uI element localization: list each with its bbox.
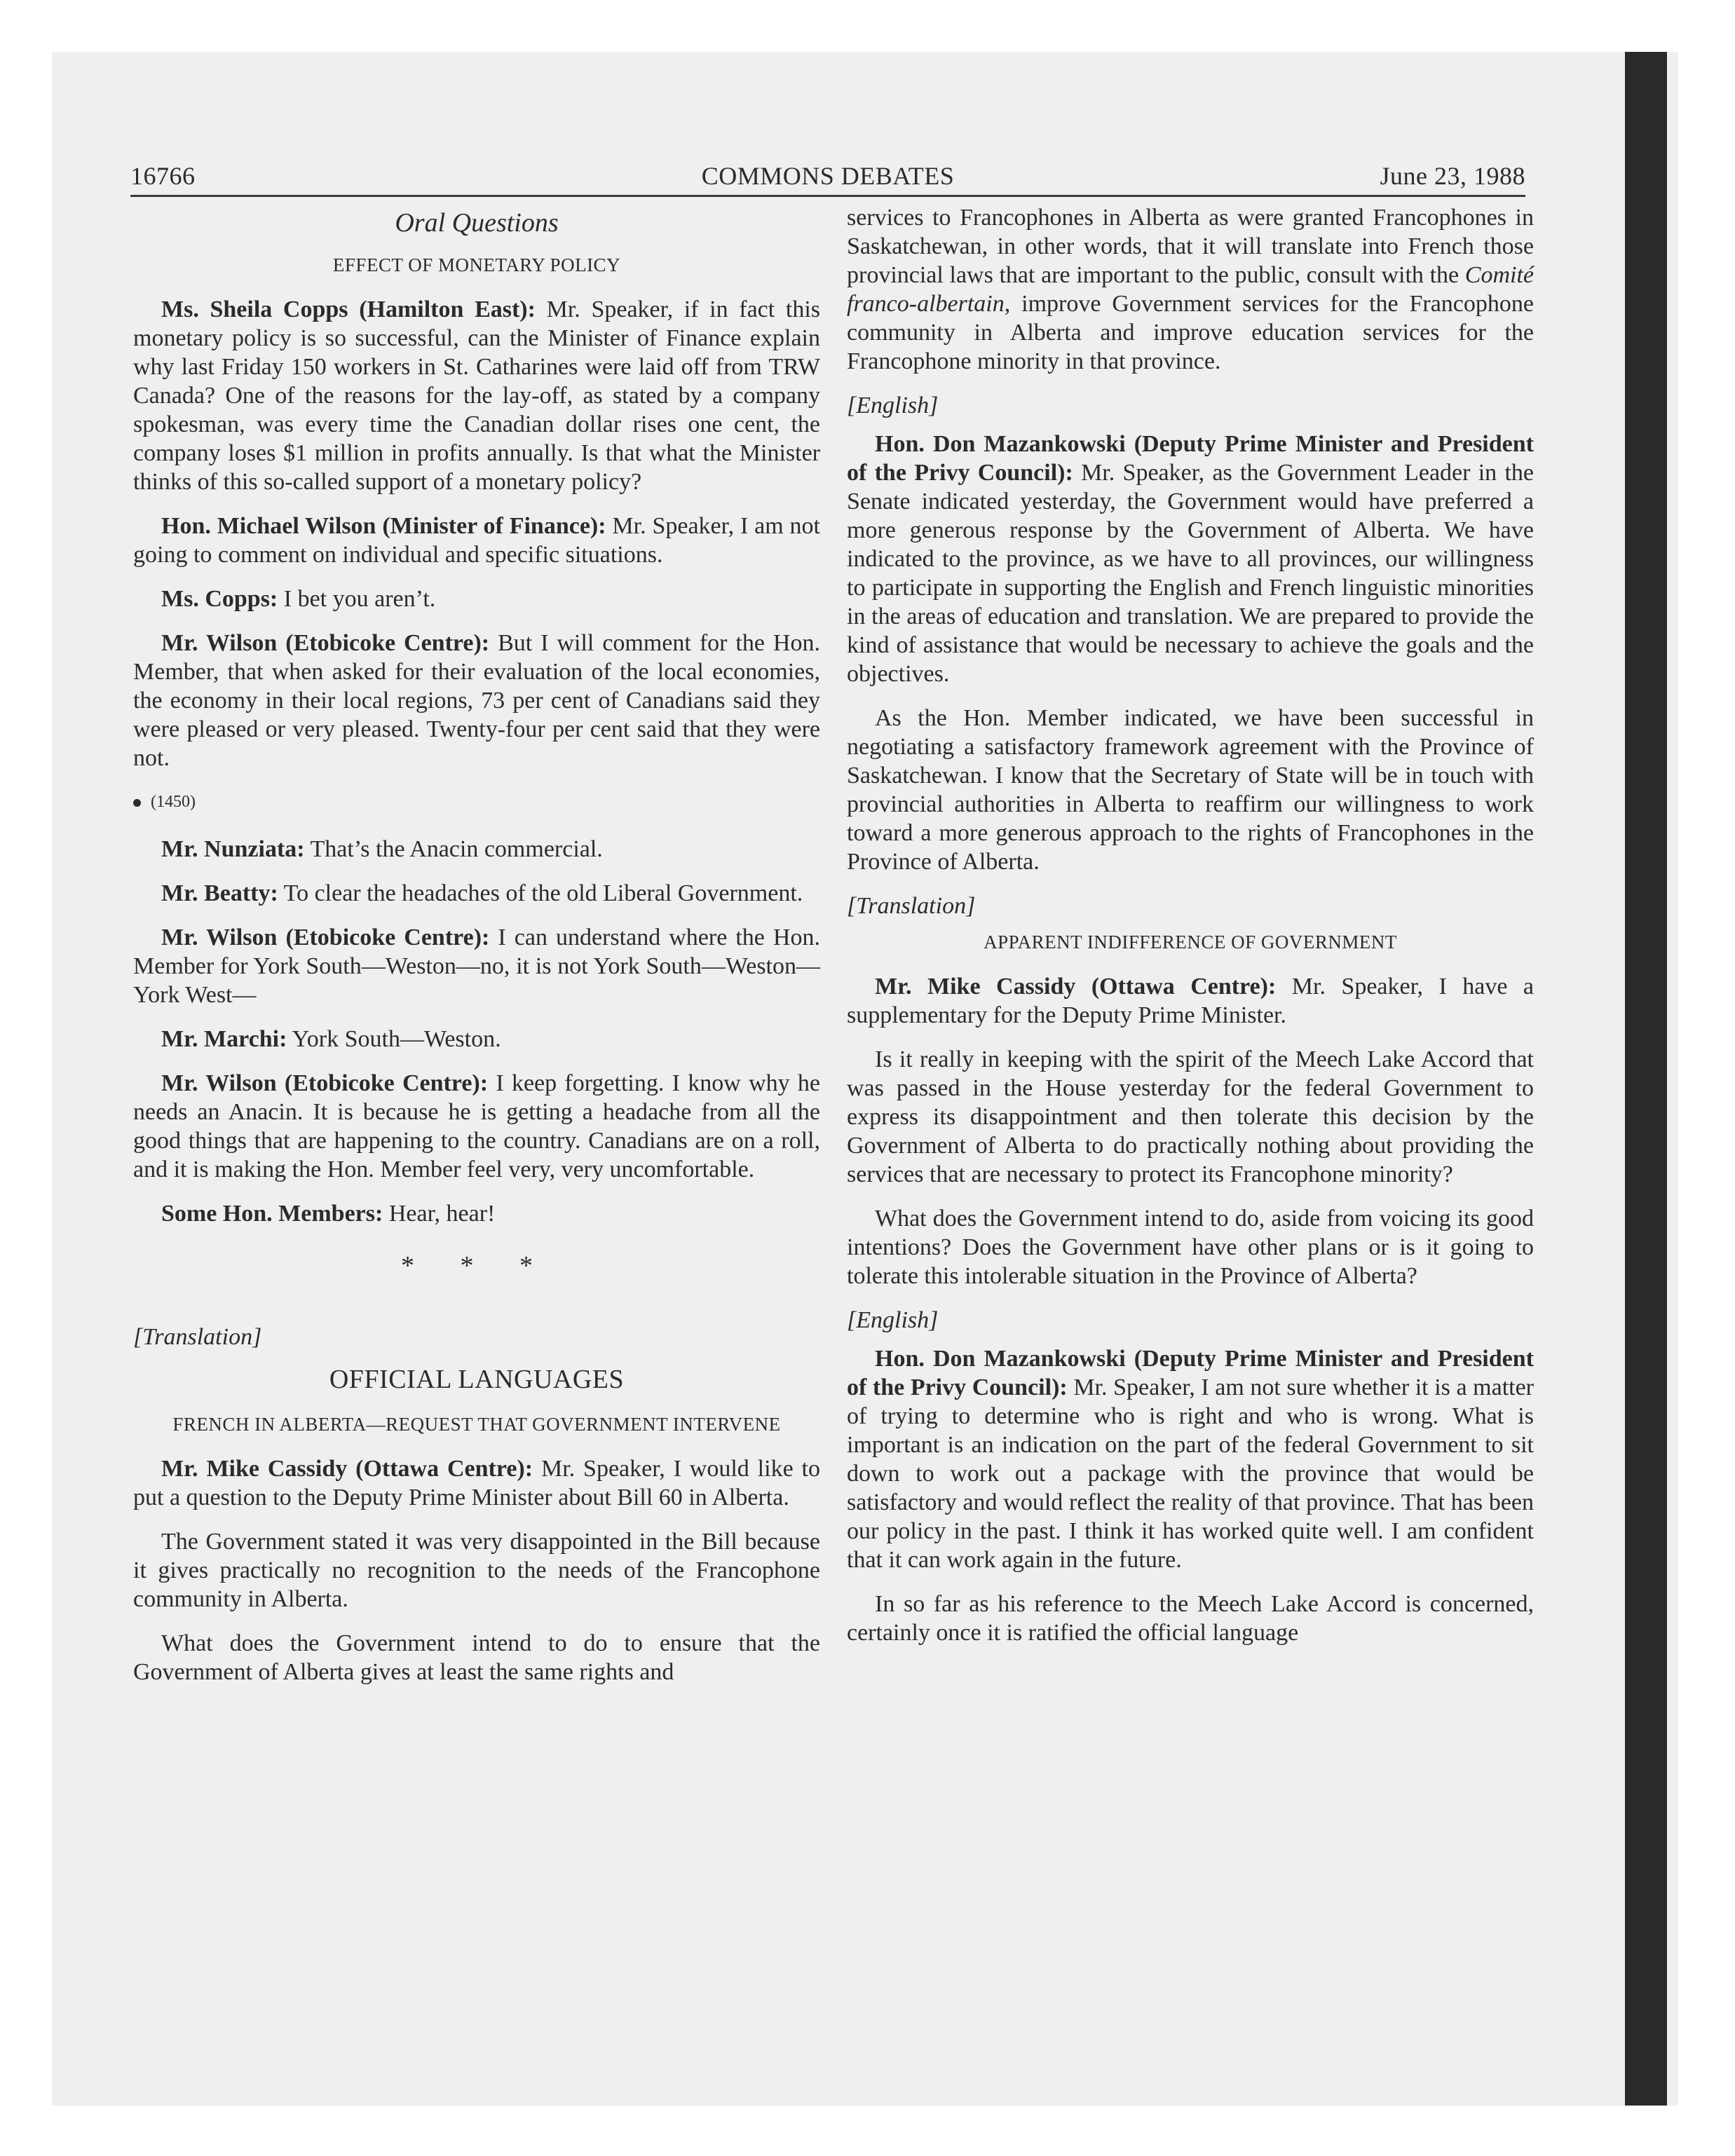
subheading-indifference: APPARENT INDIFFERENCE OF GOVERNMENT [984, 932, 1397, 953]
speaker-name: Mr. Mike Cassidy (Ottawa Centre): [875, 974, 1277, 999]
speech-text: York South—Weston. [287, 1026, 501, 1052]
subheading-monetary-policy: EFFECT OF MONETARY POLICY [332, 254, 621, 275]
speaker-name: Hon. Michael Wilson (Minister of Finance): [161, 513, 606, 539]
speech-text: That’s the Anacin commercial. [304, 836, 603, 862]
speaker-name: Hon. Don Mazankowski (Deputy Prime Minister and President of the Privy Council): [847, 431, 1534, 486]
paragraph: As the Hon. Member indicated, we have been successful in negotiating a satisfactory framework agreement with the Province of Saskatchewan. I know that the Secretary of State will be in touch with provincial authorities in Alberta to reaffirm our willingness to work toward a more generous approach to the rights of Francophones in the Province of Alberta. [847, 705, 1534, 875]
language-tag: [Translation] [133, 1324, 262, 1350]
speech-text: Hear, hear! [383, 1201, 496, 1227]
paragraph [133, 1069, 820, 1184]
journal-title: COMMONS DEBATES [701, 162, 955, 190]
speech-text: Mr. Speaker, I am not sure whether it is a matter of trying to determine who is right and who is wrong. What is important is an indication on the part of the federal Government to sit down to work out a package with the province that would be satisfactory and would reflect the reality of that province. That has been our policy in the past. I think it has worked quite well. I am confident that it can work again in the future. [847, 1374, 1535, 1573]
paragraph: In so far as his reference to the Meech Lake Accord is concerned, certainly once it is ratified the official language [847, 1591, 1534, 1646]
paragraph [847, 430, 1534, 688]
section-title: Oral Questions [395, 208, 559, 238]
time-marker [133, 788, 820, 817]
speech-text: I bet you aren’t. [278, 586, 436, 612]
speech-text: Mr. Speaker, if in fact this monetary policy is so successful, can the Minister of Finance explain why last Friday 150 workers in St. Catharines were laid off from TRW Canada? One of the reasons for the lay-off, as stated by a company spokesman, was every time the Canadian dollar rises one cent, the company loses $1 million in profits annually. Is that what the Minister thinks of this so-called support of a monetary policy? [133, 296, 820, 495]
paragraph [133, 512, 820, 569]
speaker-name: Mr. Beatty: [161, 880, 278, 906]
paragraph [133, 1454, 820, 1512]
paragraph [133, 585, 820, 613]
paragraph: The Government stated it was very disappointed in the Bill because it gives practically no recognition to the needs of the Francophone community in Alberta. [133, 1529, 820, 1612]
paragraph [847, 203, 1534, 376]
paragraph: What does the Government intend to do, aside from voicing its good intentions? Does the Government have other plans or is it going to tolerate this intolerable situation in the Province of Alberta? [847, 1206, 1534, 1289]
paragraph: Is it really in keeping with the spirit of the Meech Lake Accord that was passed in the House yesterday for the federal Government to express its disappointment and then tolerate this decision by the Government of Alberta to do practically nothing about providing the services that are necessary to protect its Francophone minority? [847, 1046, 1534, 1187]
paragraph [847, 1344, 1534, 1574]
subheading-french-in-alberta: FRENCH IN ALBERTA—REQUEST THAT GOVERNMENT INTERVENE [172, 1414, 781, 1435]
paragraph [133, 923, 820, 1009]
scan-edge-shadow [1625, 52, 1667, 2106]
speaker-name: Some Hon. Members: [161, 1201, 383, 1227]
speaker-name: Ms. Copps: [161, 586, 278, 612]
major-heading: OFFICIAL LANGUAGES [329, 1365, 625, 1394]
speaker-name: Mr. Mike Cassidy (Ottawa Centre): [161, 1456, 533, 1482]
speaker-name: Mr. Wilson (Etobicoke Centre): [161, 1070, 489, 1096]
paragraph [133, 879, 820, 908]
speech-text: Mr. Speaker, I have a supplementary for the Deputy Prime Minister. [847, 974, 1534, 1028]
speech-text: Mr. Speaker, I would like to put a question to the Deputy Prime Minister about Bill 60 in Alberta. [133, 1456, 821, 1510]
speaker-name: Mr. Marchi: [161, 1026, 287, 1052]
speech-text: , improve Government services for the Francophone community in Alberta and improve education services for the Francophone minority in that province. [847, 291, 1534, 374]
paragraph [133, 295, 820, 496]
speech-text: But I will comment for the Hon. Member, that when asked for their evaluation of the local economies, the economy in their local regions, 73 per cent of Canadians said they were pleased or very pleased. Twenty-four per cent said that they were not. [133, 630, 820, 771]
speaker-name: Ms. Sheila Copps (Hamilton East): [161, 296, 536, 322]
paragraph [133, 1199, 820, 1228]
paragraph [847, 972, 1534, 1030]
speaker-name: Hon. Don Mazankowski (Deputy Prime Minister and President of the Privy Council): [847, 1346, 1534, 1400]
speaker-name: Mr. Wilson (Etobicoke Centre): [161, 630, 490, 656]
left-column [133, 203, 820, 1702]
speaker-name: Mr. Wilson (Etobicoke Centre): [161, 925, 490, 950]
language-tag: [English] [847, 393, 939, 418]
speech-text: Mr. Speaker, I am not going to comment on individual and specific situations. [133, 513, 820, 568]
right-column [847, 203, 1534, 1663]
paragraph: What does the Government intend to do to ensure that the Government of Alberta gives at least the same rights and [133, 1630, 820, 1685]
speech-text: I keep forgetting. I know why he needs an Anacin. It is because he is getting a headache from all the good things that are happening to the country. Canadians are on a roll, and it is making the Hon. Member feel very, very uncomfortable. [133, 1070, 820, 1182]
speaker-name: Mr. Nunziata: [161, 836, 305, 862]
paragraph [133, 1025, 820, 1053]
organization-name: Comité franco-albertain [847, 262, 1534, 317]
bullet-icon [133, 799, 141, 807]
time-stamp: (1450) [151, 793, 196, 811]
speech-text: services to Francophones in Alberta as were granted Francophones in Saskatchewan, in other words, that it will translate into French those provincial laws that are important to the public, consult with the [847, 205, 1534, 288]
speech-text: Mr. Speaker, as the Government Leader in the Senate indicated yesterday, the Government would have preferred a more generous response by the Government of Alberta. We have indicated to the province, as we have to all provinces, our willingness to participate in supporting the English and French linguistic minorities in the areas of education and translation. We are prepared to provide the kind of assistance that would be necessary to achieve the goals and the objectives. [847, 460, 1535, 687]
language-tag: [English] [847, 1307, 939, 1333]
page-date: June 23, 1988 [1380, 162, 1525, 190]
speech-text: I can understand where the Hon. Member for York South—Weston—no, it is not York South—Weston—York West— [133, 925, 820, 1008]
page-header [130, 160, 1525, 197]
language-tag: [Translation] [847, 893, 976, 919]
section-separator: * * * [401, 1251, 552, 1281]
page-number: 16766 [130, 162, 196, 190]
paragraph [133, 835, 820, 864]
paragraph [133, 629, 820, 772]
speech-text: To clear the headaches of the old Liberal Government. [278, 880, 803, 906]
